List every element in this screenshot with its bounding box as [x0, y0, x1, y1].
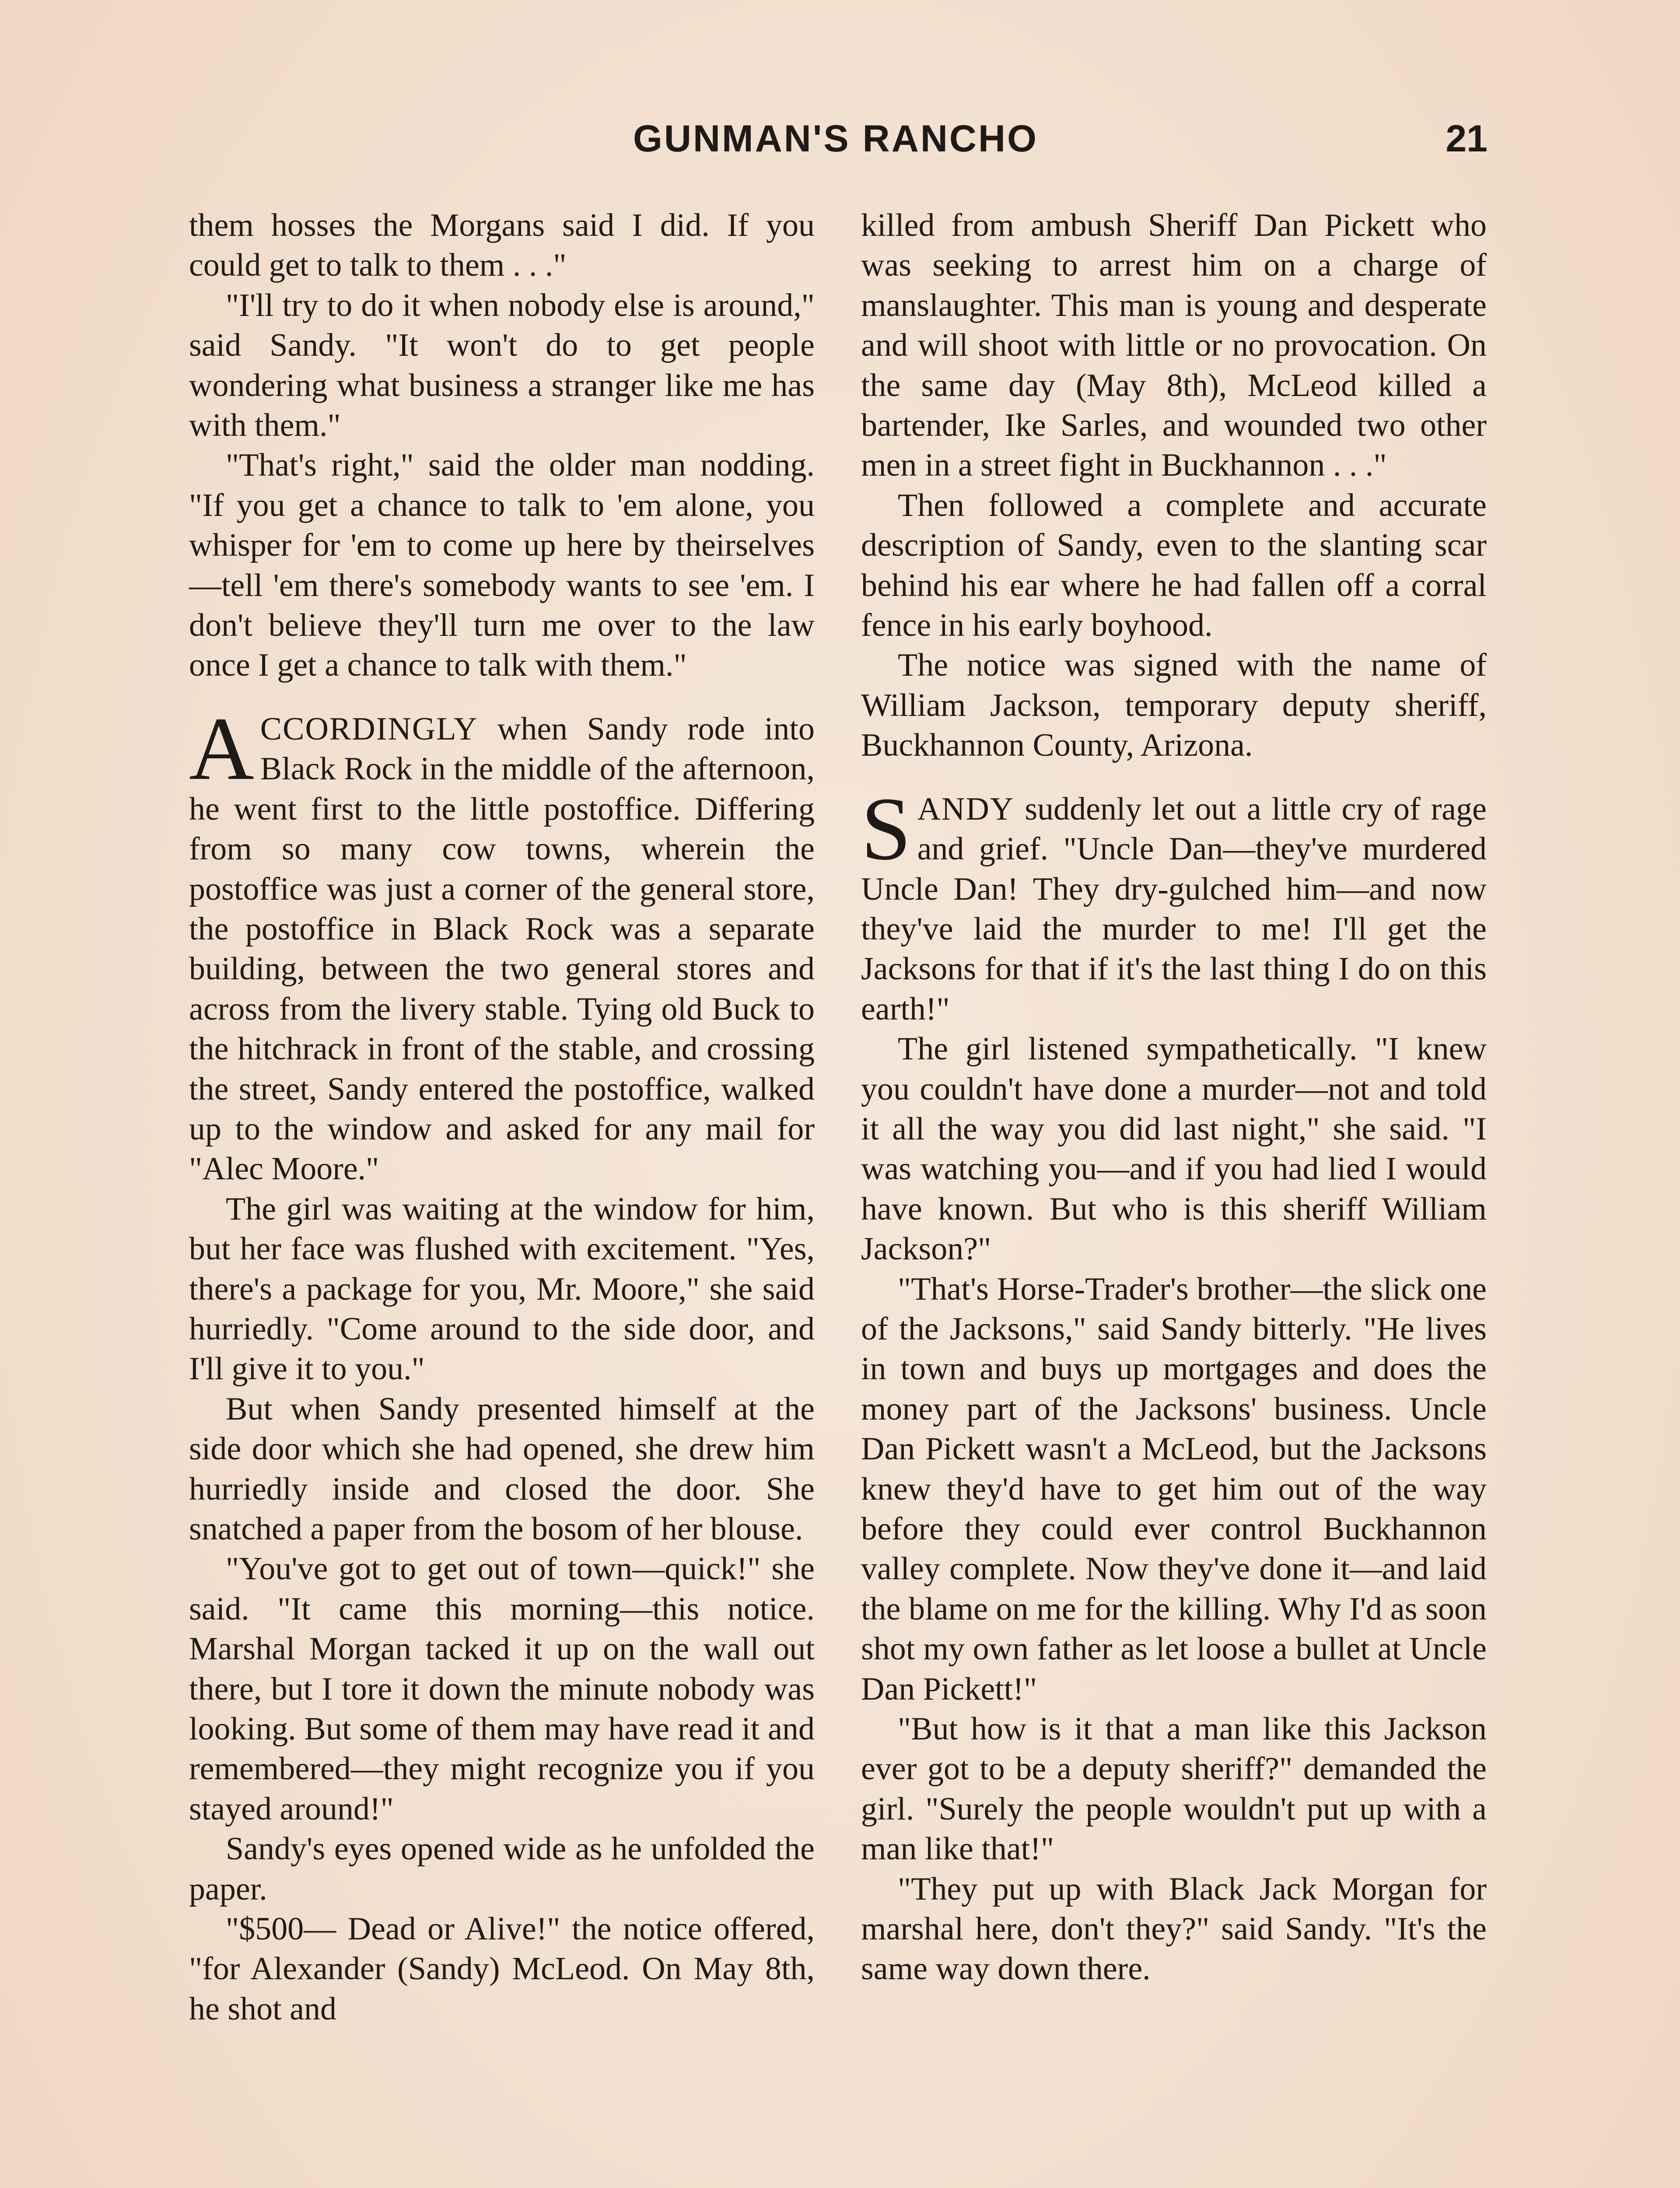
left-column — [189, 206, 815, 2029]
paragraph: "You've got to get out of town—quick!" she said. "It came this morning—this notice. Marshal Morgan tacked it up on the wall out there, but I tore it down the minute nobody was looking. But some of them may have read it and remembered—they might recognize you if you stayed around!" — [189, 1551, 815, 1827]
paragraph: them hosses the Morgans said I did. If you could get to talk to them . . ." — [189, 207, 815, 284]
paragraph: "They put up with Black Jack Morgan for marshal here, don't they?" said Sandy. "It's the same way down there. — [861, 1871, 1487, 1987]
right-column — [861, 206, 1487, 1989]
paragraph: "That's Horse-Trader's brother—the slick one of the Jacksons," said Sandy bitterly. "He lives in town and buys up mortgages and does the money part of the Jacksons' business. Uncle Dan Pickett wasn't a McLeod, but the Jacksons knew they'd have to get him out of the way before they could ever control Buckhannon valley complete. Now they've done it—and laid the blame on me for the killing. Why I'd as soon shot my own father as let loose a bullet at Uncle Dan Pickett!" — [861, 1271, 1487, 1707]
running-header — [184, 117, 1496, 170]
section-lead-word: CCORDINGLY — [260, 711, 478, 747]
running-title: GUNMAN'S RANCHO — [633, 118, 1039, 160]
paragraph-text: when Sandy rode into Black Rock in the middle of the afternoon, he went first to the little postoffice. Differing from so many cow towns, wherein the postoffice was just a corner of the general store, the postoffice in Black Rock was a separate building, between the two general stores and across from the livery stable. Tying old Buck to the hitchrack in front of the stable, and crossing the street, Sandy entered the postoffice, walked up to the window and asked for any mail for "Alec Moore." — [189, 711, 815, 1187]
paragraph: Sandy's eyes opened wide as he unfolded the paper. — [189, 1831, 815, 1907]
paragraph: The girl was waiting at the window for him, but her face was flushed with excitement. "Yes, there's a package for you, Mr. Moore," she said hurriedly. "Come around to the side door, and I'll give it to you." — [189, 1191, 815, 1387]
paragraph: killed from ambush Sheriff Dan Pickett who was seeking to arrest him on a charge of manslaughter. This man is young and desperate and will shoot with little or no provocation. On the same day (May 8th), McLeod killed a bartender, Ike Sarles, and wounded two other men in a street fight in Buckhannon . . ." — [861, 207, 1487, 484]
drop-cap: A — [189, 698, 254, 799]
paragraph: "That's right," said the older man nodding. "If you get a chance to talk to 'em alone, you whisper for 'em to come up here by theirselves—tell 'em there's somebody wants to see 'em. I don't believe they'll turn me over to the law once I get a chance to talk with them." — [189, 447, 815, 684]
paragraph: But when Sandy presented himself at the side door which she had opened, she drew him hurriedly inside and closed the door. She snatched a paper from the bosom of her blouse. — [189, 1391, 815, 1547]
paragraph: "But how is it that a man like this Jackson ever got to be a deputy sheriff?" demanded the girl. "Surely the people wouldn't put up with a man like that!" — [861, 1711, 1487, 1867]
paragraph: The notice was signed with the name of William Jackson, temporary deputy sheriff, Buckhannon County, Arizona. — [861, 647, 1487, 764]
paragraph: The girl listened sympathetically. "I knew you couldn't have done a murder—not and told it all the way you did last night," she said. "I was watching you—and if you had lied I would have known. But who is this sheriff William Jackson?" — [861, 1031, 1487, 1267]
drop-cap: S — [861, 778, 911, 879]
paragraph-text: suddenly let out a little cry of rage and grief. "Uncle Dan—they've murdered Uncle Dan! They dry-gulched him—and now they've laid the murder to me! I'll get the Jacksons for that if it's the last thing I do on this earth!" — [861, 791, 1487, 1027]
section-start-paragraph — [861, 778, 1487, 1029]
section-start-paragraph — [189, 698, 815, 1189]
section-lead-word: ANDY — [917, 791, 1015, 827]
paragraph: "I'll try to do it when nobody else is around," said Sandy. "It won't do to get people wondering what business a stranger like me has with them." — [189, 287, 815, 444]
paragraph: "$500— Dead or Alive!" the notice offered, "for Alexander (Sandy) McLeod. On May 8th, he shot and — [189, 1911, 815, 2027]
paragraph: Then followed a complete and accurate description of Sandy, even to the slanting scar behind his ear where he had fallen off a corral fence in his early boyhood. — [861, 487, 1487, 644]
page-number: 21 — [1446, 118, 1488, 160]
